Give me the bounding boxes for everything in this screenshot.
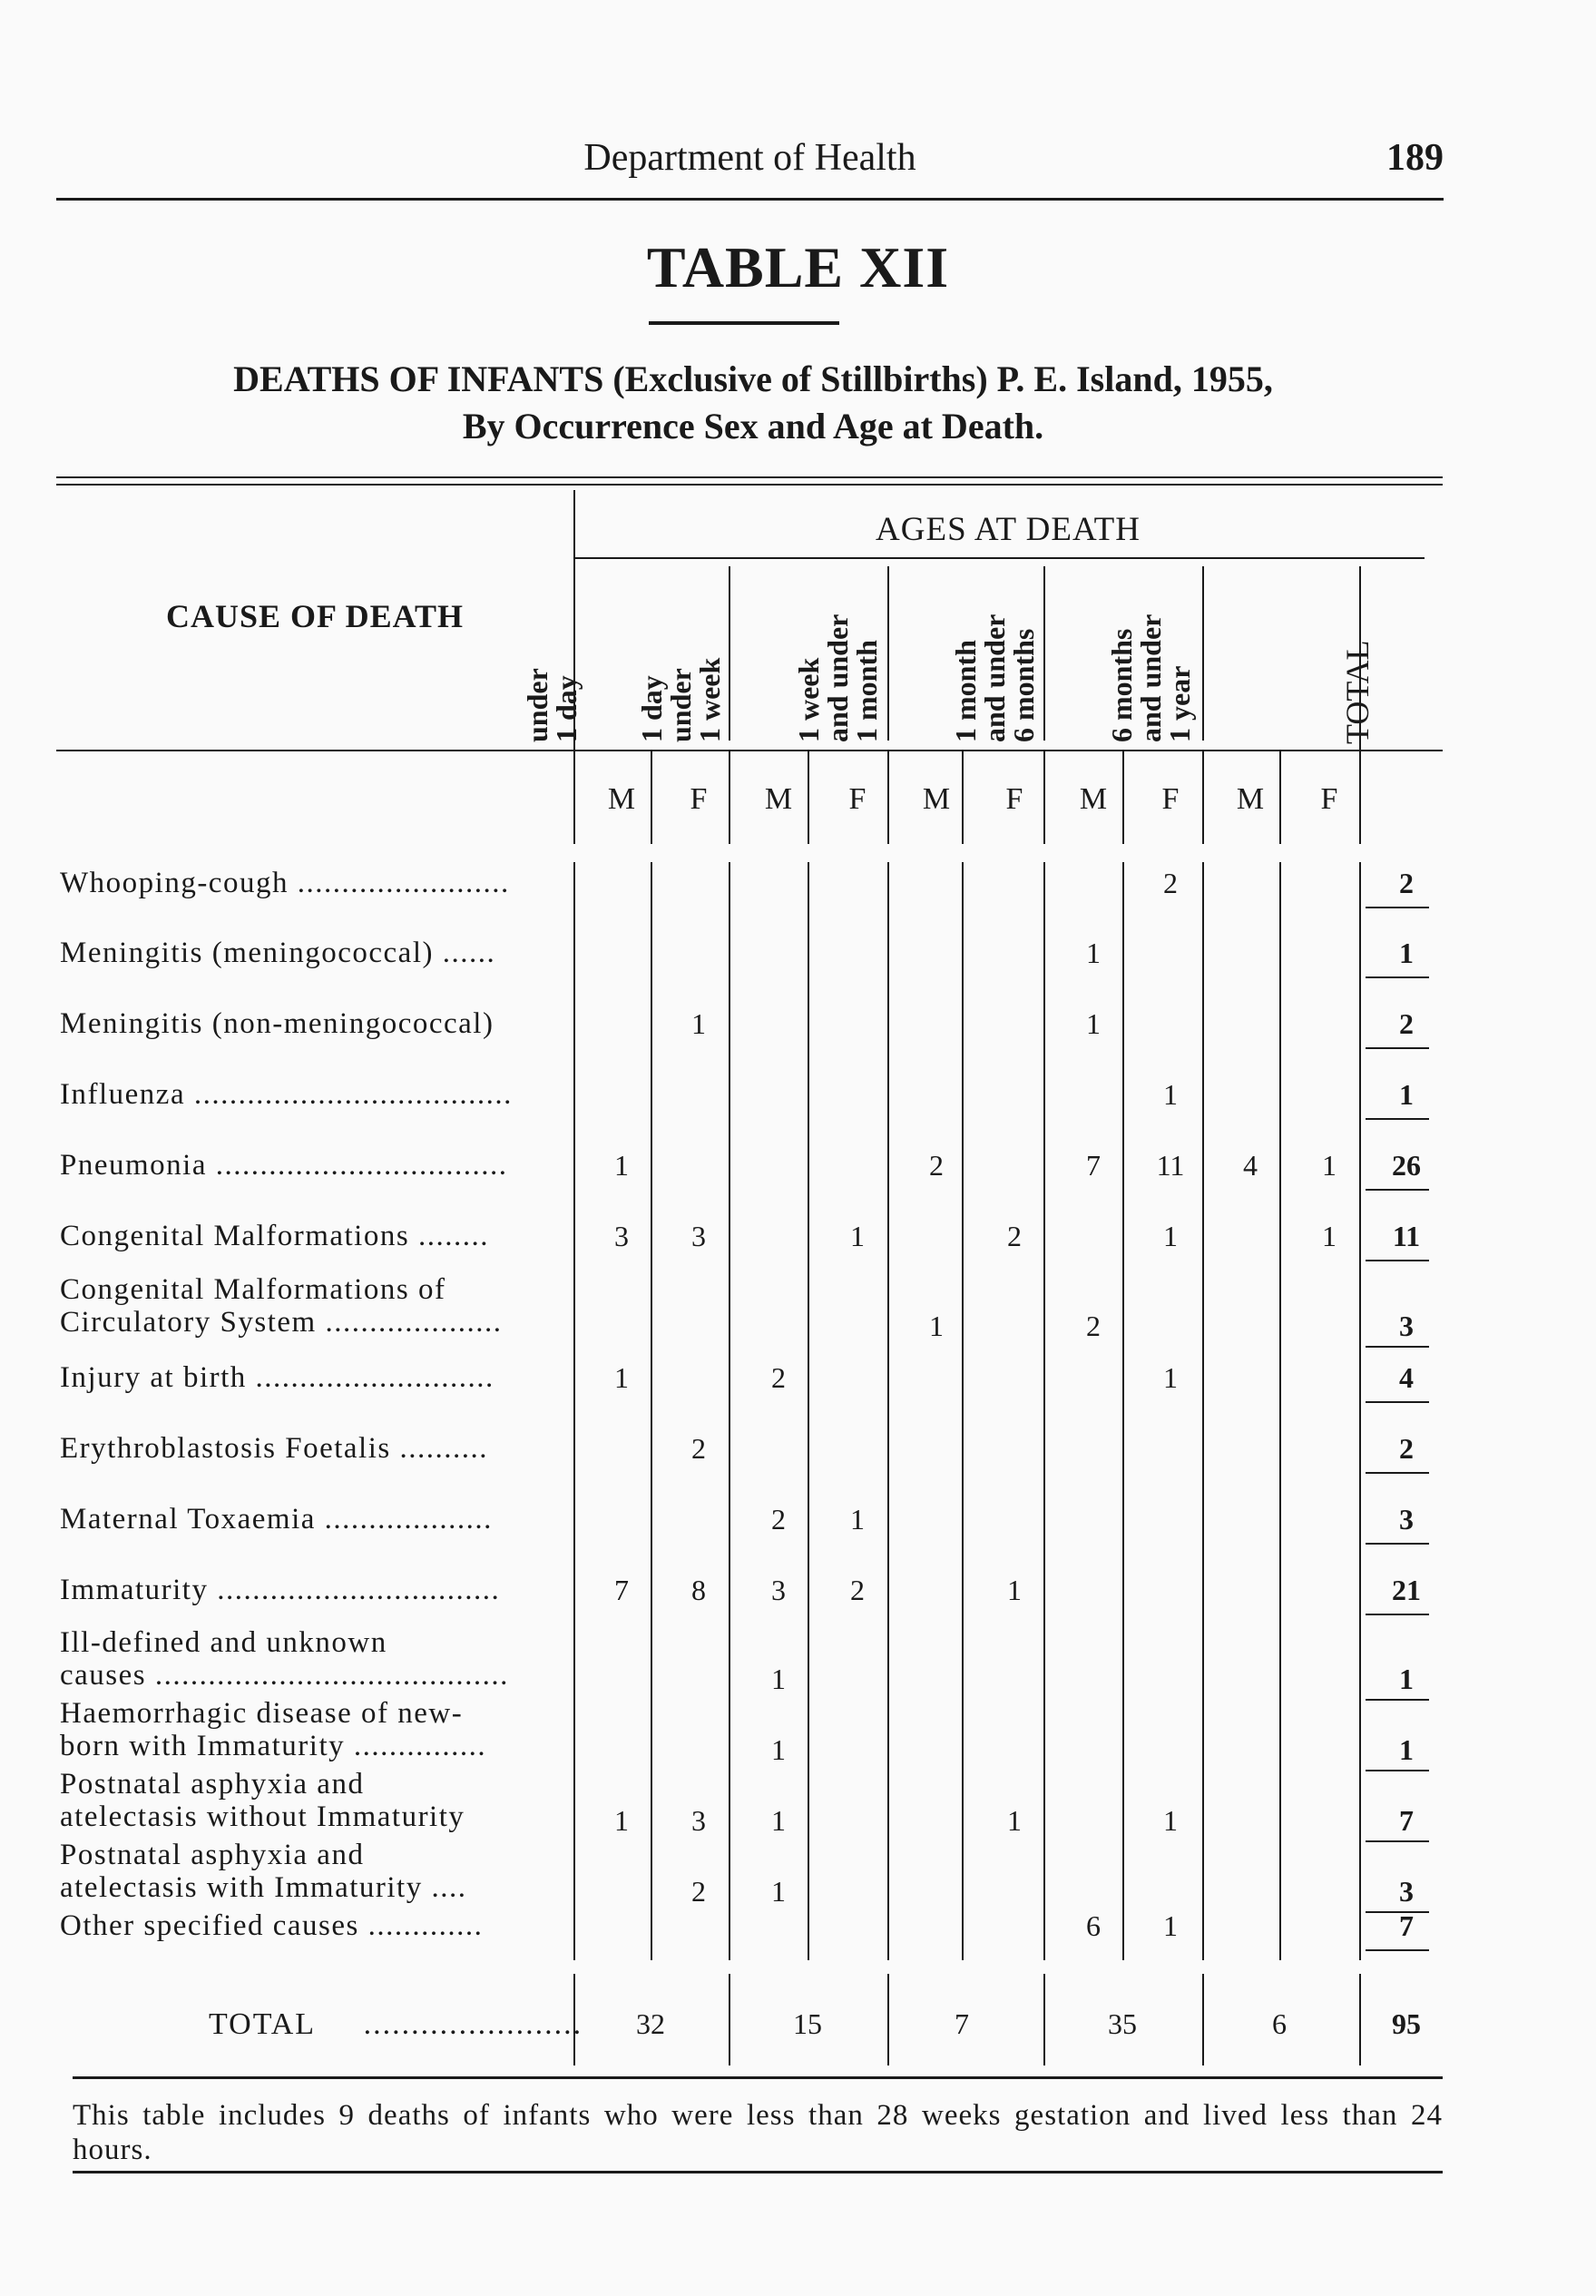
male-header: M <box>764 782 793 816</box>
male-header: M <box>922 782 951 816</box>
header-rule <box>56 198 1444 201</box>
total-header-label: TOTAL <box>1339 640 1376 744</box>
vertical-rule <box>651 750 652 844</box>
row-cause-label-line: Ill-defined and unknown <box>60 1626 387 1659</box>
row-cause-label <box>60 937 568 969</box>
row-value-cell: 11 <box>1156 1149 1185 1182</box>
female-header: F <box>1005 782 1023 816</box>
age-group-header-line: and under <box>1134 613 1167 742</box>
horizontal-rule <box>56 484 1443 486</box>
row-cause-label <box>60 1078 568 1111</box>
row-total-cell: 2 <box>1399 1432 1414 1465</box>
table-title: TABLE XII <box>646 235 950 299</box>
group-total-cell: 6 <box>1272 2007 1287 2040</box>
row-value-cell: 2 <box>850 1574 865 1606</box>
vertical-rule <box>887 1974 889 2065</box>
row-value-cell: 2 <box>1086 1310 1101 1342</box>
row-total-cell: 11 <box>1392 1220 1421 1252</box>
subtitle-line-2: By Occurrence Sex and Age at Death. <box>462 406 1044 446</box>
row-cause-label-line: Injury at birth ........................... <box>60 1361 494 1394</box>
row-cause-label <box>60 867 568 899</box>
row-value-cell: 1 <box>771 1663 786 1695</box>
row-cause-label-line: born with Immaturity ............... <box>60 1730 487 1762</box>
vertical-rule <box>729 566 730 741</box>
age-group-header-line: 1 day <box>635 675 668 742</box>
row-total-cell: 3 <box>1399 1875 1414 1908</box>
row-total-cell: 3 <box>1399 1503 1414 1536</box>
row-value-cell: 3 <box>614 1220 629 1252</box>
vertical-rule <box>1043 1974 1045 2065</box>
row-total-cell: 1 <box>1399 1733 1414 1766</box>
horizontal-rule <box>1366 1401 1429 1403</box>
row-total-cell: 7 <box>1399 1804 1414 1837</box>
age-group-header-line: 6 months <box>1007 628 1040 742</box>
group-total-cell: 35 <box>1108 2007 1137 2040</box>
row-cause-label <box>60 1361 568 1394</box>
row-cause-label <box>60 1697 568 1762</box>
row-cause-label-line: Postnatal asphyxia and <box>60 1768 365 1800</box>
row-cause-label <box>60 1149 568 1182</box>
horizontal-rule <box>1366 907 1429 908</box>
row-value-cell: 1 <box>771 1804 786 1837</box>
vertical-rule <box>887 566 889 741</box>
age-group-header-line: 1 day <box>550 675 583 742</box>
row-value-cell: 1 <box>1086 1007 1101 1040</box>
age-group-header-line: 1 year <box>1163 665 1196 742</box>
row-value-cell: 1 <box>771 1733 786 1766</box>
horizontal-rule <box>1366 1189 1429 1191</box>
row-cause-label <box>60 1273 568 1339</box>
group-total-cell: 15 <box>793 2007 822 2040</box>
row-value-cell: 1 <box>1086 937 1101 969</box>
totals-label: TOTAL ....................... <box>209 2007 583 2041</box>
row-cause-label <box>60 1909 568 1942</box>
horizontal-rule <box>1366 1543 1429 1545</box>
row-cause-label-line: atelectasis without Immaturity <box>60 1800 465 1833</box>
vertical-rule <box>887 862 889 1960</box>
row-value-cell: 2 <box>771 1361 786 1394</box>
vertical-rule <box>1279 862 1281 1960</box>
row-value-cell: 1 <box>771 1875 786 1908</box>
row-cause-label-line: Meningitis (meningococcal) ...... <box>60 937 496 969</box>
row-cause-label-line: Other specified causes ............. <box>60 1909 484 1942</box>
row-cause-label <box>60 1007 568 1040</box>
row-cause-label-line: Congenital Malformations of <box>60 1273 446 1306</box>
age-group-header-line: under <box>664 668 697 742</box>
row-total-cell: 7 <box>1399 1909 1414 1942</box>
horizontal-rule <box>1366 1047 1429 1049</box>
row-total-cell: 26 <box>1392 1149 1421 1182</box>
vertical-rule <box>651 862 652 1960</box>
row-value-cell: 8 <box>691 1574 706 1606</box>
horizontal-rule <box>73 2171 1443 2173</box>
row-value-cell: 1 <box>1163 1909 1178 1942</box>
row-total-cell: 1 <box>1399 937 1414 969</box>
grand-total-cell: 95 <box>1392 2007 1421 2040</box>
horizontal-rule <box>1366 1911 1429 1913</box>
row-total-cell: 1 <box>1399 1663 1414 1695</box>
table-subtitle <box>54 356 1452 450</box>
horizontal-rule <box>1366 1260 1429 1261</box>
row-cause-label-line: Immaturity ................................ <box>60 1574 501 1606</box>
vertical-rule <box>1359 862 1361 1960</box>
row-total-cell: 1 <box>1399 1078 1414 1111</box>
row-cause-label-line: Pneumonia ................................. <box>60 1149 508 1182</box>
row-value-cell: 1 <box>614 1804 629 1837</box>
row-total-cell: 2 <box>1399 1007 1414 1040</box>
vertical-rule <box>573 490 575 844</box>
age-group-header-line: and under <box>821 613 854 742</box>
horizontal-rule <box>1366 1770 1429 1771</box>
age-group-header-line: 1 week <box>792 657 825 742</box>
row-total-cell: 4 <box>1399 1361 1414 1394</box>
footnote: This table includes 9 deaths of infants who were less than 28 weeks gestation and lived less than 24 hours. <box>73 2099 1443 2166</box>
row-cause-label-line: Influenza .................................... <box>60 1078 513 1111</box>
vertical-rule <box>729 750 730 844</box>
horizontal-rule <box>73 2076 1443 2079</box>
vertical-rule <box>1043 750 1045 844</box>
vertical-rule <box>1122 750 1124 844</box>
vertical-rule <box>1202 862 1204 1960</box>
department-name: Department of Health <box>583 137 916 179</box>
row-value-cell: 2 <box>691 1432 706 1465</box>
row-value-cell: 1 <box>850 1220 865 1252</box>
group-total-cell: 32 <box>636 2007 665 2040</box>
row-total-cell: 21 <box>1392 1574 1421 1606</box>
totals-leader-dots: ....................... <box>363 2007 583 2041</box>
horizontal-rule <box>1366 976 1429 978</box>
row-value-cell: 2 <box>929 1149 944 1182</box>
age-group-header-line: 1 month <box>949 640 982 742</box>
vertical-rule <box>1279 750 1281 844</box>
row-total-cell: 2 <box>1399 867 1414 899</box>
row-cause-label-line: Postnatal asphyxia and <box>60 1839 365 1871</box>
page-number: 189 <box>1386 137 1444 179</box>
vertical-rule <box>1359 1974 1361 2065</box>
row-value-cell: 1 <box>850 1503 865 1536</box>
vertical-rule <box>962 750 964 844</box>
vertical-rule <box>1122 862 1124 1960</box>
age-group-header-line: and under <box>978 613 1011 742</box>
row-value-cell: 1 <box>1163 1078 1178 1111</box>
row-value-cell: 3 <box>691 1220 706 1252</box>
horizontal-rule <box>1366 1118 1429 1120</box>
row-value-cell: 2 <box>691 1875 706 1908</box>
row-cause-label-line: Haemorrhagic disease of new- <box>60 1697 464 1730</box>
row-cause-label-line: causes ........................................ <box>60 1659 509 1692</box>
horizontal-rule <box>56 476 1443 478</box>
group-total-cell: 7 <box>955 2007 969 2040</box>
vertical-rule <box>573 862 575 1960</box>
title-underline <box>649 321 839 325</box>
row-cause-label-line: Maternal Toxaemia ................... <box>60 1503 493 1536</box>
vertical-rule <box>1202 750 1204 844</box>
row-value-cell: 1 <box>1163 1220 1178 1252</box>
vertical-rule <box>573 1974 575 2065</box>
row-cause-label-line: Congenital Malformations ........ <box>60 1220 489 1252</box>
row-value-cell: 1 <box>1007 1574 1022 1606</box>
vertical-rule <box>1359 750 1361 844</box>
horizontal-rule <box>1366 1699 1429 1701</box>
vertical-rule <box>1043 566 1045 741</box>
row-value-cell: 1 <box>929 1310 944 1342</box>
horizontal-rule <box>1366 1472 1429 1474</box>
male-header: M <box>1236 782 1265 816</box>
row-cause-label <box>60 1574 568 1606</box>
row-value-cell: 3 <box>771 1574 786 1606</box>
age-group-header-line: 1 week <box>693 657 726 742</box>
row-cause-label <box>60 1432 568 1465</box>
row-value-cell: 1 <box>614 1361 629 1394</box>
horizontal-rule <box>1366 1346 1429 1348</box>
ages-at-death-heading: AGES AT DEATH <box>876 511 1141 548</box>
horizontal-rule <box>1366 1614 1429 1615</box>
vertical-rule <box>887 750 889 844</box>
row-value-cell: 1 <box>1322 1220 1337 1252</box>
row-value-cell: 1 <box>691 1007 706 1040</box>
row-value-cell: 6 <box>1086 1909 1101 1942</box>
age-group-header-line: 1 month <box>850 640 883 742</box>
row-cause-label-line: Whooping-cough ........................ <box>60 867 510 899</box>
row-value-cell: 3 <box>691 1804 706 1837</box>
row-cause-label-line: Erythroblastosis Foetalis .......... <box>60 1432 488 1465</box>
row-value-cell: 4 <box>1243 1149 1258 1182</box>
row-cause-label <box>60 1626 568 1692</box>
row-value-cell: 1 <box>1007 1804 1022 1837</box>
female-header: F <box>1161 782 1180 816</box>
horizontal-rule <box>1366 1840 1429 1842</box>
row-cause-label <box>60 1768 568 1833</box>
subtitle-line-1: DEATHS OF INFANTS (Exclusive of Stillbirths) P. E. Island, 1955, <box>233 358 1273 399</box>
male-header: M <box>607 782 636 816</box>
vertical-rule <box>808 750 809 844</box>
vertical-rule <box>808 862 809 1960</box>
vertical-rule <box>729 1974 730 2065</box>
row-value-cell: 1 <box>1322 1149 1337 1182</box>
male-header: M <box>1079 782 1108 816</box>
row-value-cell: 2 <box>1163 867 1178 899</box>
cause-of-death-heading: CAUSE OF DEATH <box>165 598 465 634</box>
row-cause-label-line: Meningitis (non-meningococcal) <box>60 1007 494 1040</box>
row-cause-label <box>60 1220 568 1252</box>
row-value-cell: 7 <box>1086 1149 1101 1182</box>
row-value-cell: 1 <box>1163 1804 1178 1837</box>
horizontal-rule <box>56 750 1443 751</box>
horizontal-rule <box>1366 1949 1429 1951</box>
row-value-cell: 7 <box>614 1574 629 1606</box>
row-cause-label-line: atelectasis with Immaturity .... <box>60 1871 467 1904</box>
age-group-header-line: 6 months <box>1105 628 1138 742</box>
row-value-cell: 1 <box>614 1149 629 1182</box>
row-total-cell: 3 <box>1399 1310 1414 1342</box>
row-value-cell: 2 <box>1007 1220 1022 1252</box>
row-cause-label-line: Circulatory System .................... <box>60 1306 503 1339</box>
female-header: F <box>848 782 867 816</box>
running-head <box>56 136 1444 191</box>
row-cause-label <box>60 1839 568 1904</box>
vertical-rule <box>1202 566 1204 741</box>
vertical-rule <box>1202 1974 1204 2065</box>
row-cause-label <box>60 1503 568 1536</box>
age-group-header-line: under <box>521 668 553 742</box>
row-value-cell: 1 <box>1163 1361 1178 1394</box>
vertical-rule <box>729 862 730 1960</box>
female-header: F <box>1320 782 1338 816</box>
vertical-rule <box>1043 862 1045 1960</box>
female-header: F <box>690 782 708 816</box>
row-value-cell: 2 <box>771 1503 786 1536</box>
vertical-rule <box>962 862 964 1960</box>
horizontal-rule <box>573 557 1425 559</box>
